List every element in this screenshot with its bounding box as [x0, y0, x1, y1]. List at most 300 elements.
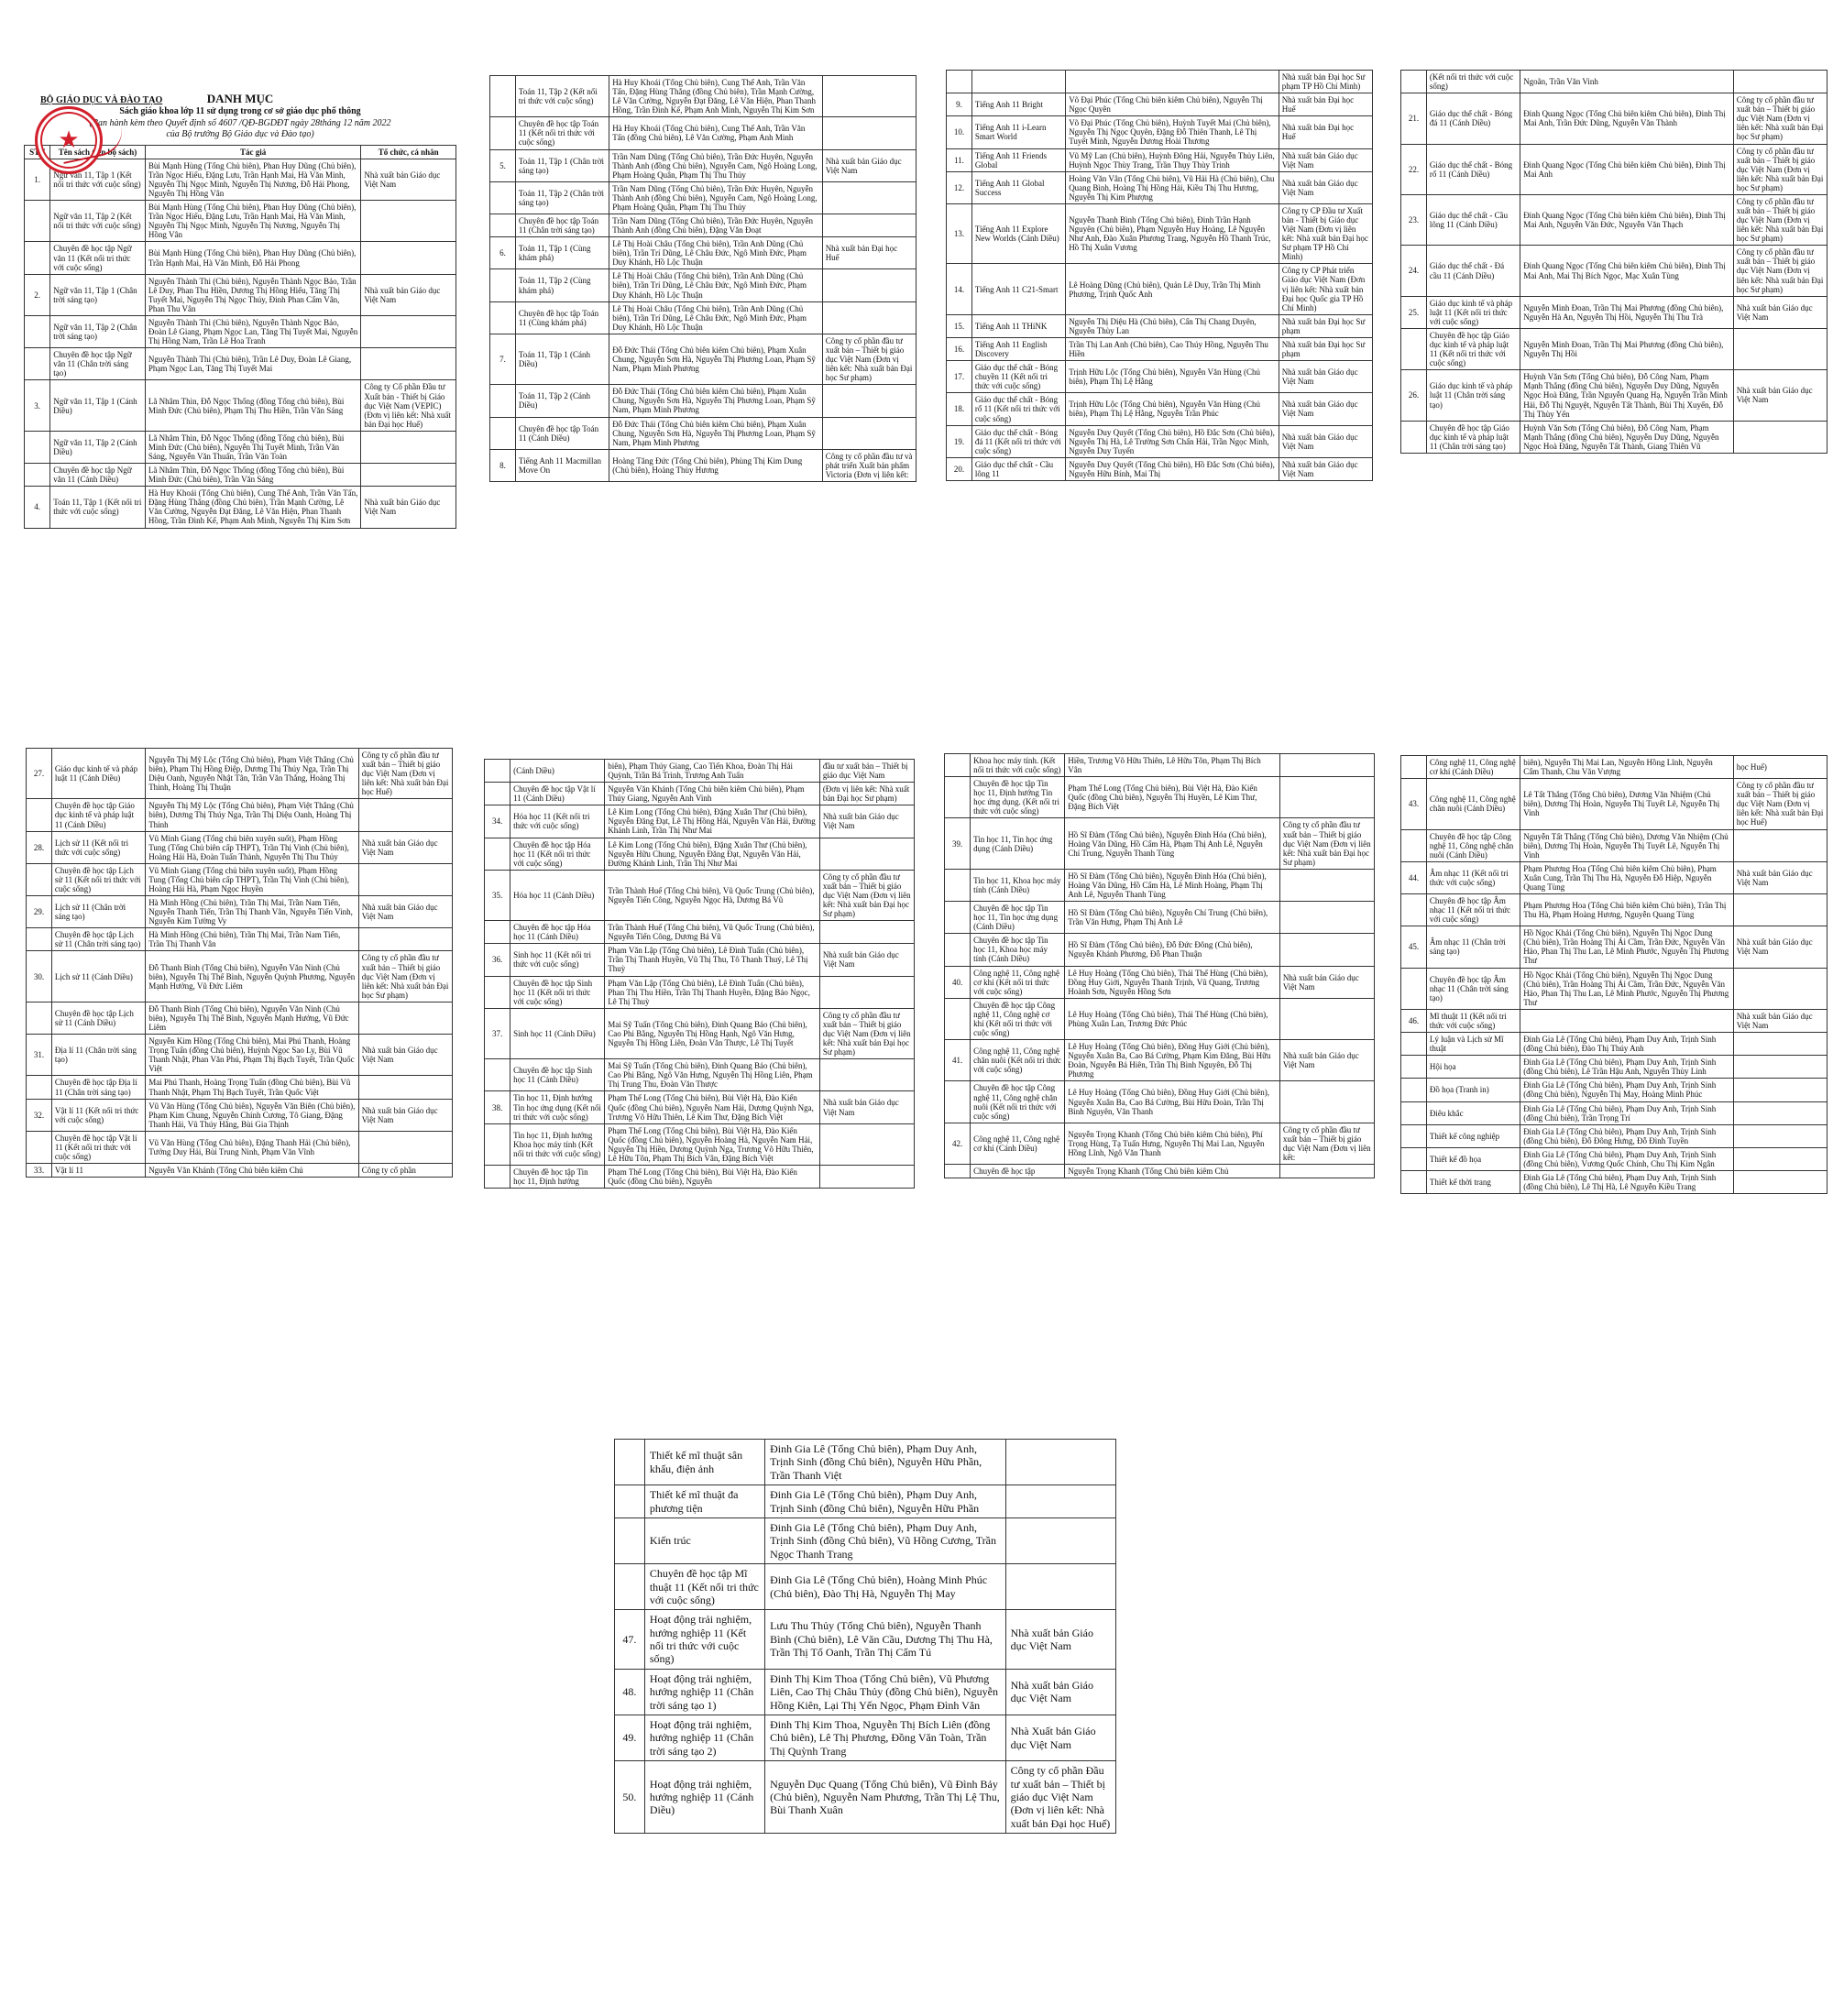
cell-publisher: Nhà xuất bản Giáo dục Việt Nam: [819, 944, 914, 976]
table-row: [1401, 1079, 1828, 1101]
cell-book-title: Địa lí 11 (Chân trời sáng tạo): [51, 1035, 145, 1076]
cell-book-title: Toán 11, Tập 2 (Cùng khám phá): [515, 269, 609, 301]
cell-authors: [1066, 71, 1279, 93]
cell-publisher: Nhà xuất bản Giáo dục Việt Nam: [1279, 171, 1372, 203]
cell-publisher: Nhà xuất bản Giáo dục Việt Nam: [1279, 393, 1372, 425]
cell-stt: 12.: [947, 171, 972, 203]
cell-stt: [1401, 1079, 1427, 1101]
cell-book-title: Chuyên đề học tập Giáo dục kinh tế và pháp luật 11 (Cánh Diều): [51, 799, 145, 831]
cell-publisher: [1733, 894, 1827, 926]
table-row: [945, 777, 1375, 818]
cell-stt: [1401, 1147, 1427, 1170]
cell-authors: Nguyễn Văn Khánh (Tổng Chủ biên kiêm Chủ: [146, 1164, 359, 1178]
table-row: [27, 896, 453, 928]
table-row: [1401, 926, 1828, 968]
cell-authors: Đinh Gia Lê (Tổng Chủ biên), Phạm Duy Anh, Trịnh Sinh (đồng Chủ biên), Vũ Hồng Cương, Trần Ngọc Thanh Trang: [765, 1517, 1006, 1563]
cell-authors: biên), Phạm Thúy Giang, Cao Tiến Khoa, Đoàn Thị Hải Quỳnh, Trần Bá Trình, Trương Anh Tuấn: [605, 760, 820, 783]
cell-authors: Trần Thành Huế (Tổng Chủ biên), Vũ Quốc Trung (Chủ biên), Nguyễn Tiến Công, Dương Bá Vũ: [605, 921, 820, 944]
header-org: Tổ chức, cá nhân: [361, 145, 456, 159]
cell-publisher: Công ty CP Phát triển Giáo dục Việt Nam (Đơn vị liên kết: Nhà xuất bản Đại học Quốc gia TP Hồ Chí Minh): [1279, 264, 1372, 314]
cell-authors: Nguyễn Kim Hồng (Tổng Chủ biên), Mai Phú Thanh, Hoàng Trọng Tuấn (đồng Chủ biên), Huỳnh Ngọc Sao Ly, Bùi Vũ Thanh Nhật, Phan Văn Phú, Phạm Thị Bạch Tuyết, Trần Quốc Việt: [146, 1035, 359, 1076]
cell-publisher: [1005, 1485, 1115, 1518]
cell-publisher: [1733, 1033, 1827, 1056]
cell-publisher: [819, 1165, 914, 1188]
cell-authors: Phạm Thế Long (Tổng Chủ biên), Bùi Việt Hà, Đào Kiến Quốc (đồng Chủ biên), Nguyễn Thị Huyền, Lê Kim Thư, Đặng Bích Việt: [1065, 777, 1280, 818]
cell-publisher: [1005, 1564, 1115, 1610]
table-row: [485, 760, 915, 783]
cell-stt: 48.: [615, 1669, 645, 1715]
table-row: [945, 902, 1375, 934]
cell-authors: Trần Nam Dũng (Tổng Chủ biên), Trần Đức Huyên, Nguyễn Thành Anh (đồng Chủ biên), Nguyễn Cam, Ngô Hoàng Long, Phạm Hoàng Quân, Phạm Thị Thu Thủy: [609, 181, 823, 214]
document-page-3: [946, 70, 1373, 689]
table-row: [1401, 968, 1828, 1009]
table-row: [485, 838, 915, 870]
cell-publisher: Công ty CP Đầu tư Xuất bản - Thiết bị Giáo dục Việt Nam (Đơn vị liên kết: Nhà xuất bản Đại học Sư phạm TP Hồ Chí Minh): [1279, 203, 1372, 263]
cell-publisher: [1279, 902, 1374, 934]
cell-authors: Lê Huy Hoàng (Tổng Chủ biên), Thái Thế Hùng (Chủ biên), Phùng Xuân Lan, Trương Đức Phúc: [1065, 998, 1280, 1039]
cell-stt: 43.: [1401, 779, 1427, 829]
cell-publisher: học Huế): [1733, 756, 1827, 779]
cell-stt: 20.: [947, 457, 972, 480]
cell-stt: [27, 1002, 52, 1034]
cell-book-title: Chuyên đề học tập Tin học 11, Tin học ứng dụng (Cánh Diều): [971, 902, 1065, 934]
table-row: [947, 171, 1373, 203]
cell-publisher: Nhà xuất bản Giáo dục Việt Nam: [358, 831, 452, 863]
cell-authors: Hồ Sĩ Đàm (Tổng Chủ biên), Nguyễn Đình Hóa (Chủ biên), Hoàng Văn Dũng, Hồ Cẩm Hà, Phạm Thị Anh Lê, Nguyễn Chí Trung, Nguyễn Thanh Tùng: [1065, 818, 1280, 869]
table-row: [947, 457, 1373, 480]
cell-authors: Hồ Sĩ Đàm (Tổng Chủ biên), Đỗ Đức Đông (Chủ biên), Nguyễn Khánh Phương, Đỗ Phan Thuận: [1065, 934, 1280, 966]
table-row: [947, 93, 1373, 116]
cell-authors: Vũ Văn Hùng (Tổng Chủ biên), Nguyễn Văn Biên (Chủ biên), Phạm Kim Chung, Nguyễn Chính Cương, Tô Giang, Đặng Thanh Hải, Vũ Thúy Hằng, Bùi Gia Thịnh: [146, 1099, 359, 1131]
cell-book-title: Tiếng Anh 11 Friends Global: [971, 148, 1065, 171]
table-row: [485, 1165, 915, 1188]
cell-publisher: Công ty cổ phần đầu tư xuất bản – Thiết bị giáo dục Việt Nam (Đơn vị liên kết: Nhà xuất bản Đại học Huế): [1733, 779, 1827, 829]
cell-publisher: Công ty cổ phần đầu tư và phát triển Xuất bản phẩm Victoria (Đơn vị liên kết:: [822, 449, 916, 481]
cell-book-title: Chuyên đề học tập Vật lí 11 (Kết nối tri thức với cuộc sống): [51, 1131, 145, 1163]
table-row: [490, 417, 916, 449]
cell-authors: Lê Thị Hoài Châu (Tổng Chủ biên), Trần Anh Dũng (Chủ biên), Trần Trí Dũng, Lê Châu Đức, Ngô Minh Đức, Phạm Duy Khánh, Hồ Lộc Thuận: [609, 301, 823, 334]
cell-publisher: Công ty cổ phần đầu tư xuất bản – Thiết bị giáo dục Việt Nam (Đơn vị liên kết: Nhà xuất bản Đại học Sư phạm): [358, 951, 452, 1002]
cell-book-title: Công nghệ 11, Công nghệ cơ khí (Kết nối tri thức với cuộc sống): [971, 966, 1065, 998]
table-row: [485, 783, 915, 805]
cell-book-title: Chuyên đề học tập Tin học 11, Khoa học máy tính (Cánh Diều): [971, 934, 1065, 966]
cell-authors: Nguyễn Tất Thắng (Tổng Chủ biên), Dương Văn Nhiệm (Chủ biên), Dương Thị Hoàn, Nguyễn Thị Tuyết Lê, Nguyễn Thị Vinh: [1520, 829, 1734, 861]
cell-stt: 28.: [27, 831, 52, 863]
cell-publisher: Nhà xuất bản Đại học Sư phạm TP Hồ Chí Minh): [1279, 71, 1372, 93]
cell-book-title: Kiến trúc: [644, 1517, 764, 1563]
cell-book-title: Chuyên đề học tập Mĩ thuật 11 (Kết nối tri thức với cuộc sống): [644, 1564, 764, 1610]
cell-stt: [490, 76, 516, 117]
cell-publisher: Nhà xuất bản Giáo dục Việt Nam: [1279, 425, 1372, 457]
cell-book-title: Tiếng Anh 11 Global Success: [971, 171, 1065, 203]
cell-book-title: Tiếng Anh 11 Bright: [971, 93, 1065, 116]
cell-stt: 36.: [485, 944, 510, 976]
cell-book-title: Công nghệ 11, Công nghệ cơ khí (Cánh Diều): [1426, 756, 1520, 779]
cell-book-title: Chuyên đề học tập Lịch sử 11 (Chân trời sáng tạo): [51, 928, 145, 951]
cell-book-title: Chuyên đề học tập Công nghệ 11, Công nghệ chăn nuôi (Kết nối tri thức với cuộc sống): [971, 1081, 1065, 1123]
cell-publisher: Nhà xuất bản Đại học Huế: [1279, 116, 1372, 148]
cell-book-title: Toán 11, Tập 1 (Chân trời sáng tạo): [515, 149, 609, 181]
cell-stt: [945, 1081, 971, 1123]
cell-publisher: [822, 417, 916, 449]
document-page-4: [1400, 70, 1828, 689]
cell-book-title: Chuyên đề học tập Giáo dục kinh tế và pháp luật 11 (Kết nối tri thức với cuộc sống): [1426, 328, 1520, 369]
cell-authors: Lê Kim Long (Tổng Chủ biên), Đặng Xuân Thư (Chủ biên), Nguyễn Hữu Chung, Nguyễn Đăng Đạt, Nguyễn Văn Hải, Đường Khánh Linh, Trần Thị Như Mai: [605, 838, 820, 870]
cell-publisher: Công ty cổ phần đầu tư xuất bản – Thiết bị giáo dục Việt Nam (Đơn vị liên kết: Nhà xuất bản Đại học Sư phạm): [1733, 246, 1827, 296]
cell-publisher: Công ty Cổ phần Đầu tư Xuất bản - Thiết bị Giáo dục Việt Nam (VEPIC) (Đơn vị liên kết: Nhà xuất bản Đại học Huế): [361, 380, 456, 431]
cell-authors: Phạm Thế Long (Tổng Chủ biên), Bùi Việt Hà, Đào Kiến Quốc (đồng Chủ biên), Nguyễn Nam Hải, Dương Quỳnh Nga, Trương Võ Hữu Thiên, Lê Kim Thư, Đặng Bích Việt: [605, 1091, 820, 1123]
cell-authors: Vũ Mỹ Lan (Chủ biên), Huỳnh Đông Hải, Nguyễn Thủy Liên, Huỳnh Ngọc Thùy Trang, Trần Thụy Thùy Trinh: [1066, 148, 1279, 171]
cell-stt: 9.: [947, 93, 972, 116]
table-row: [1401, 421, 1828, 453]
cell-authors: Hồ Sĩ Đàm (Tổng Chủ biên), Nguyễn Đình Hóa (Chủ biên), Hoàng Văn Dũng, Hồ Cẩm Hà, Lê Minh Hoàng, Phạm Thị Anh Lê, Nguyễn Thanh Tùng: [1065, 869, 1280, 901]
cell-book-title: Chuyên đề học tập Toán 11 (Chân trời sáng tạo): [515, 214, 609, 237]
cell-authors: Phạm Phương Hoa (Tổng Chủ biên kiêm Chủ biên), Phạm Xuân Cung, Trần Thị Thu Hà, Nguyễn Đỗ Hiệp, Nguyễn Quang Tùng: [1520, 861, 1734, 893]
cell-publisher: Công ty cổ phần đầu tư xuất bản – Thiết bị giáo dục Việt Nam (Đơn vị liên kết: Nhà xuất bản Đại học Sư phạm): [1733, 93, 1827, 144]
book-table-8: [1400, 755, 1828, 1194]
cell-book-title: Chuyên đề học tập Âm nhạc 11 (Kết nối tri thức với cuộc sống): [1426, 894, 1520, 926]
cell-book-title: Chuyên đề học tập Sinh học 11 (Cánh Diều): [510, 1059, 605, 1091]
table-row: [615, 1440, 1116, 1485]
cell-publisher: Nhà xuất bản Giáo dục Việt Nam: [1279, 457, 1372, 480]
cell-stt: [947, 71, 972, 93]
cell-stt: 21.: [1401, 93, 1427, 144]
table-row: [947, 361, 1373, 393]
table-row: [27, 749, 453, 799]
cell-book-title: Sinh học 11 (Cánh Diều): [510, 1008, 605, 1058]
cell-authors: Nguyễn Thành Thi (Chủ biên), Nguyễn Thành Ngọc Bảo, Trần Lê Duy, Phan Thu Hiền, Dương Thị Hồng Hiếu, Tăng Thị Tuyết Mai, Nguyễn Thị Ngọc Thúy, Đinh Phan Cẩm Vân, Phan Thu Vân: [145, 274, 361, 315]
cell-publisher: Nhà xuất bản Giáo dục Việt Nam: [1279, 966, 1374, 998]
cell-stt: [1401, 968, 1427, 1009]
cell-stt: [1401, 421, 1427, 453]
cell-book-title: Ngữ văn 11, Tập 1 (Kết nối tri thức với cuộc sống): [50, 159, 146, 200]
table-row: [1401, 144, 1828, 194]
cell-book-title: Hoạt động trải nghiệm, hướng nghiệp 11 (Cánh Diều): [644, 1761, 764, 1834]
table-row: [945, 1165, 1375, 1178]
cell-book-title: Giáo dục thể chất - Bóng đá 11 (Kết nối tri thức với cuộc sống): [971, 425, 1065, 457]
cell-stt: 27.: [27, 749, 52, 799]
table-row: [27, 928, 453, 951]
cell-authors: Đinh Thị Kim Thoa (Tổng Chủ biên), Vũ Phương Liên, Cao Thị Châu Thủy (đồng Chủ biên), Nguyễn Hồng Kiên, Lại Thị Yến Ngọc, Phạm Đình Văn: [765, 1669, 1006, 1715]
cell-book-title: Công nghệ 11, Công nghệ chăn nuôi (Kết nối tri thức với cuộc sống): [971, 1040, 1065, 1081]
cell-stt: [1401, 829, 1427, 861]
table-row: [490, 449, 916, 481]
cell-stt: 33.: [27, 1164, 52, 1178]
cell-book-title: Thiết kế công nghiệp: [1426, 1124, 1520, 1147]
cell-book-title: Vật lí 11 (Kết nối tri thức với cuộc sống): [51, 1099, 145, 1131]
cell-authors: Vũ Văn Hùng (Tổng Chủ biên), Đặng Thanh Hải (Chủ biên), Tưởng Duy Hải, Bùi Trung Ninh, Phạm Văn Vĩnh: [146, 1131, 359, 1163]
table-row: [615, 1610, 1116, 1670]
cell-publisher: Nhà xuất bản Giáo dục Việt Nam: [361, 274, 456, 315]
document-header: [24, 92, 456, 145]
document-page-2: [489, 75, 916, 695]
book-table-5: [26, 748, 453, 1178]
cell-authors: Nguyễn Minh Đoan, Trần Thị Mai Phương (đồng Chủ biên), Nguyễn Thị Hồi: [1520, 328, 1734, 369]
cell-authors: Đinh Gia Lê (Tổng Chủ biên), Phạm Duy Anh, Trịnh Sinh (đồng Chủ biên), Lê Thị Hà, Lê Nguyễn Kiều Trang: [1520, 1170, 1734, 1193]
cell-book-title: Chuyên đề học tập Âm nhạc 11 (Chân trời sáng tạo): [1426, 968, 1520, 1009]
cell-authors: Hồ Sĩ Đàm (Tổng Chủ biên), Nguyễn Chí Trung (Chủ biên), Trần Văn Hưng, Phạm Thị Anh Lê: [1065, 902, 1280, 934]
cell-stt: 22.: [1401, 144, 1427, 194]
cell-publisher: [1733, 829, 1827, 861]
cell-authors: Hiền, Trương Võ Hữu Thiên, Lê Hữu Tôn, Phạm Thị Bích Vân: [1065, 754, 1280, 777]
cell-publisher: Nhà xuất bản Giáo dục Việt Nam: [361, 487, 456, 528]
table-row: [615, 1485, 1116, 1518]
table-row: [485, 1123, 915, 1165]
cell-stt: [945, 998, 971, 1039]
table-row: [1401, 370, 1828, 421]
cell-stt: 34.: [485, 805, 510, 838]
cell-book-title: Tin học 11, Định hướng Tin học ứng dụng (Kết nối tri thức với cuộc sống): [510, 1091, 605, 1123]
cell-publisher: [361, 464, 456, 487]
cell-book-title: Giáo dục thể chất - Bóng chuyền 11 (Kết nối tri thức với cuộc sống): [971, 361, 1065, 393]
cell-publisher: Nhà xuất bản Giáo dục Việt Nam: [1733, 370, 1827, 421]
cell-publisher: [822, 385, 916, 417]
cell-book-title: Chuyên đề học tập Toán 11 (Kết nối tri thức với cuộc sống): [515, 117, 609, 149]
table-row: [615, 1715, 1116, 1761]
cell-authors: Hồ Ngọc Khải (Tổng Chủ biên), Nguyễn Thị Ngọc Dung (Chủ biên), Trần Hoàng Thị Ái Cầm, Trần Đức, Nguyễn Văn Hảo, Phan Thị Thu Lan, Lê Minh Phước, Nguyễn Thị Phương Thư: [1520, 968, 1734, 1009]
cell-book-title: Lý luận và Lịch sử Mĩ thuật: [1426, 1033, 1520, 1056]
ministry-name: BỘ GIÁO DỤC VÀ ĐÀO TẠO: [40, 95, 163, 105]
cell-authors: biên), Nguyễn Thị Mai Lan, Nguyễn Hồng Lĩnh, Nguyễn Cẩm Thanh, Chu Văn Vượng: [1520, 756, 1734, 779]
cell-authors: Đinh Gia Lê (Tổng Chủ biên), Phạm Duy Anh, Trịnh Sinh (đồng Chủ biên), Đỗ Đông Hưng, Đỗ Đình Tuyền: [1520, 1124, 1734, 1147]
table-row: [1401, 246, 1828, 296]
table-row: [615, 1564, 1116, 1610]
cell-publisher: [1733, 1101, 1827, 1124]
cell-publisher: Nhà xuất bản Giáo dục Việt Nam: [1733, 1009, 1827, 1032]
cell-publisher: [358, 799, 452, 831]
table-row: [27, 951, 453, 1002]
cell-publisher: [361, 242, 456, 274]
cell-publisher: Nhà Xuất bản Giáo dục Việt Nam: [1005, 1715, 1115, 1761]
cell-authors: Lê Huy Hoàng (Tổng Chủ biên), Đồng Huy Giới (Chủ biên), Nguyễn Xuân Ba, Cao Bá Cường, Bùi Hữu Đoàn, Trần Thị Bình Nguyên, Văn Thanh: [1065, 1081, 1280, 1123]
cell-book-title: Đồ họa (Tranh in): [1426, 1079, 1520, 1101]
table-row: [485, 805, 915, 838]
cell-stt: [945, 1165, 971, 1178]
cell-stt: 8.: [490, 449, 516, 481]
cell-authors: Phạm Thế Long (Tổng Chủ biên), Bùi Việt Hà, Đào Kiến Quốc (đồng Chủ biên), Nguyễn Hoàng Hà, Nguyễn Nam Hải, Nguyễn Thị Hiền, Dương Quỳnh Nga, Trương Võ Hữu Thiên, Lê Hữu Tôn, Phạm Thị Bích Vân, Đặng Bích Việt: [605, 1123, 820, 1165]
cell-authors: Lê Tất Thắng (Tổng Chủ biên), Dương Văn Nhiệm (Chủ biên), Dương Thị Hoàn, Nguyễn Thị Tuyết Lê, Nguyễn Thị Vinh: [1520, 779, 1734, 829]
cell-stt: [27, 799, 52, 831]
cell-stt: [945, 777, 971, 818]
cell-stt: [615, 1485, 645, 1518]
cell-authors: Ngoãn, Trần Văn Vinh: [1520, 71, 1734, 93]
cell-publisher: [361, 431, 456, 463]
table-row: [945, 1123, 1375, 1164]
cell-stt: [1401, 1056, 1427, 1079]
cell-publisher: [1733, 71, 1827, 93]
cell-stt: [27, 928, 52, 951]
table-row: [947, 116, 1373, 148]
cell-book-title: Âm nhạc 11 (Kết nối tri thức với cuộc sống): [1426, 861, 1520, 893]
table-row: [27, 831, 453, 863]
table-row: [615, 1669, 1116, 1715]
cell-stt: 31.: [27, 1035, 52, 1076]
cell-authors: Đỗ Thanh Bình (Tổng Chủ biên), Nguyễn Văn Ninh (Chủ biên), Nguyễn Thị Thế Bình, Nguyễn Mạnh Hưởng, Vũ Đức Liêm: [146, 1002, 359, 1034]
cell-publisher: Công ty cổ phần đầu tư xuất bản – Thiết bị giáo dục Việt Nam (Đơn vị liên kết:: [1279, 1123, 1374, 1164]
cell-book-title: Âm nhạc 11 (Chân trời sáng tạo): [1426, 926, 1520, 968]
cell-publisher: Công ty cổ phần đầu tư xuất bản – Thiết bị giáo dục Việt Nam (Đơn vị liên kết: Nhà xuất bản Đại học Sư phạm): [819, 1008, 914, 1058]
table-row: [945, 1081, 1375, 1123]
cell-stt: 15.: [947, 314, 972, 337]
cell-stt: [1401, 1101, 1427, 1124]
table-row: [1401, 1170, 1828, 1193]
cell-stt: 19.: [947, 425, 972, 457]
table-row: [1401, 328, 1828, 369]
table-row: [490, 334, 916, 384]
cell-publisher: (Đơn vị liên kết: Nhà xuất bản Đại học Sư phạm): [819, 783, 914, 805]
cell-stt: [490, 181, 516, 214]
cell-publisher: [1279, 1081, 1374, 1123]
document-page-5: [26, 748, 453, 1371]
cell-stt: [945, 934, 971, 966]
table-row: [947, 148, 1373, 171]
cell-stt: [485, 1059, 510, 1091]
cell-book-title: Tiếng Anh 11 THiNK: [971, 314, 1065, 337]
table-row: [25, 242, 456, 274]
cell-authors: Hà Minh Hồng (Chủ biên), Trần Thị Mai, Trần Nam Tiến, Nguyễn Thanh Tiến, Trần Thị Thanh Vân, Nguyễn Tiến Vinh, Nguyễn Kim Tường Vy: [146, 896, 359, 928]
cell-publisher: [822, 214, 916, 237]
cell-authors: Hà Huy Khoái (Tổng Chủ biên), Cung Thế Anh, Trần Văn Tấn (đồng Chủ biên), Lê Văn Cường, Phạm Anh Minh: [609, 117, 823, 149]
table-row: [947, 264, 1373, 314]
table-row: [490, 269, 916, 301]
cell-book-title: Thiết kế đồ họa: [1426, 1147, 1520, 1170]
cell-book-title: Tin học 11, Định hướng Khoa học máy tính (Kết nối tri thức với cuộc sống): [510, 1123, 605, 1165]
cell-authors: Lê Hoàng Dũng (Chủ biên), Quản Lê Duy, Trần Thị Minh Phương, Trịnh Quốc Anh: [1066, 264, 1279, 314]
table-row: [25, 274, 456, 315]
cell-stt: [485, 760, 510, 783]
table-row: [1401, 829, 1828, 861]
cell-authors: Lã Nhâm Thìn, Đỗ Ngọc Thống (đồng Tổng chủ biên), Bùi Minh Đức (Chủ biên), Phạm Thị Thu Hiền, Trần Văn Sáng: [145, 380, 361, 431]
cell-stt: 1.: [25, 159, 50, 200]
cell-publisher: [822, 76, 916, 117]
cell-stt: [1401, 756, 1427, 779]
cell-book-title: Chuyên đề học tập Công nghệ 11, Công nghệ chăn nuôi (Cánh Diều): [1426, 829, 1520, 861]
cell-stt: 13.: [947, 203, 972, 263]
cell-stt: [490, 269, 516, 301]
table-row: [27, 1035, 453, 1076]
document-page-1: [24, 71, 456, 696]
cell-stt: 50.: [615, 1761, 645, 1834]
cell-authors: Nguyễn Thị Mỹ Lộc (Tổng Chủ biên), Phạm Việt Thắng (Chủ biên), Dương Thị Thúy Nga, Trần Thị Diệu Oanh, Hoàng Thị Thinh: [146, 799, 359, 831]
table-row: [490, 117, 916, 149]
cell-stt: [25, 348, 50, 380]
cell-authors: Đinh Quang Ngọc (Tổng Chủ biên kiêm Chủ biên), Đinh Thị Mai Anh: [1520, 144, 1734, 194]
cell-authors: Đinh Gia Lê (Tổng Chủ biên), Phạm Duy Anh, Trịnh Sinh (đồng Chủ biên), Lê Trần Hậu Anh, Nguyễn Thùy Linh: [1520, 1056, 1734, 1079]
table-row: [1401, 1101, 1828, 1124]
cell-authors: Phạm Phương Hoa (Tổng Chủ biên kiêm Chủ biên), Trần Thị Thu Hà, Phạm Hoàng Hương, Nguyễn Quang Tùng: [1520, 894, 1734, 926]
cell-book-title: Chuyên đề học tập: [971, 1165, 1065, 1178]
cell-publisher: [358, 1131, 452, 1163]
cell-book-title: Tiếng Anh 11 Macmillan Move On: [515, 449, 609, 481]
cell-publisher: Công ty cổ phần: [358, 1164, 452, 1178]
cell-book-title: Giáo dục thể chất - Cầu lông 11: [971, 457, 1065, 480]
cell-authors: Trần Thị Lan Anh (Chủ biên), Cao Thúy Hồng, Nguyễn Thu Hiền: [1066, 337, 1279, 360]
header-book: Tên sách (tên bộ sách): [50, 145, 146, 159]
cell-stt: 49.: [615, 1715, 645, 1761]
cell-authors: Nguyễn Minh Đoan, Trần Thị Mai Phương (đồng Chủ biên), Nguyễn Hà An, Nguyễn Thị Hồi, Nguyễn Thị Thu Trà: [1520, 296, 1734, 328]
cell-stt: 23.: [1401, 194, 1427, 245]
cell-stt: [485, 1165, 510, 1188]
cell-book-title: Lịch sử 11 (Chân trời sáng tạo): [51, 896, 145, 928]
document-page-9: [614, 1439, 1116, 1897]
cell-book-title: Toán 11, Tập 2 (Cánh Diều): [515, 385, 609, 417]
cell-book-title: Ngữ văn 11, Tập 1 (Chân trời sáng tạo): [50, 274, 146, 315]
cell-publisher: [1733, 1124, 1827, 1147]
cell-book-title: Giáo dục kinh tế và pháp luật 11 (Cánh Diều): [51, 749, 145, 799]
cell-stt: 38.: [485, 1091, 510, 1123]
cell-publisher: Công ty cổ phần đầu tư xuất bản – Thiết bị giáo dục Việt Nam (Đơn vị liên kết: Nhà xuất bản Đại học Sư phạm): [819, 870, 914, 920]
cell-publisher: [1733, 1079, 1827, 1101]
cell-book-title: Chuyên đề học tập Ngữ văn 11 (Kết nối tri thức với cuộc sống): [50, 242, 146, 274]
cell-book-title: Toán 11, Tập 2 (Kết nối tri thức với cuộc sống): [515, 76, 609, 117]
cell-authors: Đinh Gia Lê (Tổng Chủ biên), Phạm Duy Anh, Trịnh Sinh (đồng Chủ biên), Trần Trọng Trí: [1520, 1101, 1734, 1124]
book-table-7: [944, 753, 1375, 1178]
document-page-8: [1400, 755, 1828, 1360]
cell-stt: [1401, 71, 1427, 93]
cell-stt: [485, 838, 510, 870]
cell-publisher: [1279, 998, 1374, 1039]
cell-book-title: (Cánh Diều): [510, 760, 605, 783]
cell-book-title: Sinh học 11 (Kết nối tri thức với cuộc sống): [510, 944, 605, 976]
cell-publisher: Nhà xuất bản Đại học Huế: [822, 237, 916, 269]
cell-publisher: Nhà xuất bản Giáo dục Việt Nam: [822, 149, 916, 181]
cell-authors: Lưu Thu Thủy (Tổng Chủ biên), Nguyễn Thanh Bình (Chủ biên), Lê Văn Cầu, Dương Thị Thu Hà, Trần Thị Tố Oanh, Trần Thị Cẩm Tú: [765, 1610, 1006, 1670]
cell-book-title: Điêu khắc: [1426, 1101, 1520, 1124]
cell-publisher: Công ty cổ phần đầu tư xuất bản – Thiết bị giáo dục Việt Nam (Đơn vị liên kết: Nhà xuất bản Đại học Sư phạm): [1279, 818, 1374, 869]
cell-book-title: Chuyên đề học tập Hóa học 11 (Cánh Diều): [510, 921, 605, 944]
table-row: [27, 1099, 453, 1131]
cell-authors: Trịnh Hữu Lộc (Tổng Chủ biên), Nguyễn Văn Hùng (Chủ biên), Phạm Thị Lệ Hằng, Nguyễn Trần Phúc: [1066, 393, 1279, 425]
header-author: Tác giả: [145, 145, 361, 159]
table-row: [485, 1008, 915, 1058]
cell-authors: Đinh Thị Kim Thoa, Nguyễn Thị Bích Liên (đồng Chủ biên), Lê Thị Phương, Đồng Văn Toàn, Trần Thị Quỳnh Trang: [765, 1715, 1006, 1761]
table-row: [25, 464, 456, 487]
cell-publisher: [819, 838, 914, 870]
cell-stt: [490, 417, 516, 449]
table-row: [947, 314, 1373, 337]
table-row: [1401, 71, 1828, 93]
cell-stt: [1401, 1124, 1427, 1147]
cell-book-title: Ngữ văn 11, Tập 2 (Cánh Diều): [50, 431, 146, 463]
cell-book-title: Hóa học 11 (Kết nối tri thức với cuộc sống): [510, 805, 605, 838]
cell-authors: Huỳnh Văn Sơn (Tổng Chủ biên), Đỗ Công Nam, Phạm Mạnh Thắng (đồng Chủ biên), Nguyễn Duy Dũng, Nguyễn Ngọc Hoà Đăng, Trần Nguyễn Quang Hạ, Nguyễn Trần Minh Hải, Đỗ Thị Nguyệt, Nguyễn Tất Thành, Bùi Thị Xuyến, Đỗ Thị Thùy Yến: [1520, 370, 1734, 421]
table-row: [485, 921, 915, 944]
cell-authors: Đỗ Đức Thái (Tổng Chủ biên kiêm Chủ biên), Phạm Xuân Chung, Nguyễn Sơn Hà, Nguyễn Thị Phương Loan, Phạm Sỹ Nam, Phạm Minh Phương: [609, 385, 823, 417]
cell-stt: [25, 201, 50, 242]
cell-authors: Võ Đại Phúc (Tổng Chủ biên kiêm Chủ biên), Nguyễn Thị Ngọc Quyên: [1066, 93, 1279, 116]
cell-authors: Đinh Gia Lê (Tổng Chủ biên), Phạm Duy Anh, Trịnh Sinh (đồng Chủ biên), Nguyễn Thị May, Hoàng Minh Phúc: [1520, 1079, 1734, 1101]
cell-publisher: Nhà xuất bản Giáo dục Việt Nam: [819, 805, 914, 838]
table-row: [945, 998, 1375, 1039]
decision-line-2: của Bộ trưởng Bộ Giáo dục và Đào tạo): [166, 129, 314, 140]
cell-book-title: Chuyên đề học tập Vật lí 11 (Cánh Diều): [510, 783, 605, 805]
cell-book-title: Thiết kế thời trang: [1426, 1170, 1520, 1193]
cell-authors: Nguyễn Dục Quang (Tổng Chủ biên), Vũ Đình Bảy (Chủ biên), Nguyễn Nam Phương, Trần Thị Lệ Thu, Bùi Thanh Xuân: [765, 1761, 1006, 1834]
cell-stt: 46.: [1401, 1009, 1427, 1032]
cell-stt: [25, 242, 50, 274]
cell-stt: 32.: [27, 1099, 52, 1131]
cell-book-title: Chuyên đề học tập Lịch sử 11 (Kết nối tri thức với cuộc sống): [51, 863, 145, 895]
cell-authors: Đinh Gia Lê (Tổng Chủ biên), Phạm Duy Anh, Trịnh Sinh (đồng Chủ biên), Nguyễn Hữu Phần: [765, 1485, 1006, 1518]
cell-book-title: (Kết nối tri thức với cuộc sống): [1426, 71, 1520, 93]
cell-publisher: [822, 117, 916, 149]
table-row: [27, 1164, 453, 1178]
cell-publisher: Nhà xuất bản Giáo dục Việt Nam: [358, 1035, 452, 1076]
table-row: [945, 1040, 1375, 1081]
cell-authors: Lê Thị Hoài Châu (Tổng Chủ biên), Trần Anh Dũng (Chủ biên), Trần Trí Dũng, Lê Châu Đức, Ngô Minh Đức, Phạm Duy Khánh, Hồ Lộc Thuận: [609, 237, 823, 269]
cell-stt: [27, 863, 52, 895]
cell-authors: Hà Minh Hồng (Chủ biên), Trần Thị Mai, Trần Nam Tiến, Trần Thị Thanh Vân: [146, 928, 359, 951]
